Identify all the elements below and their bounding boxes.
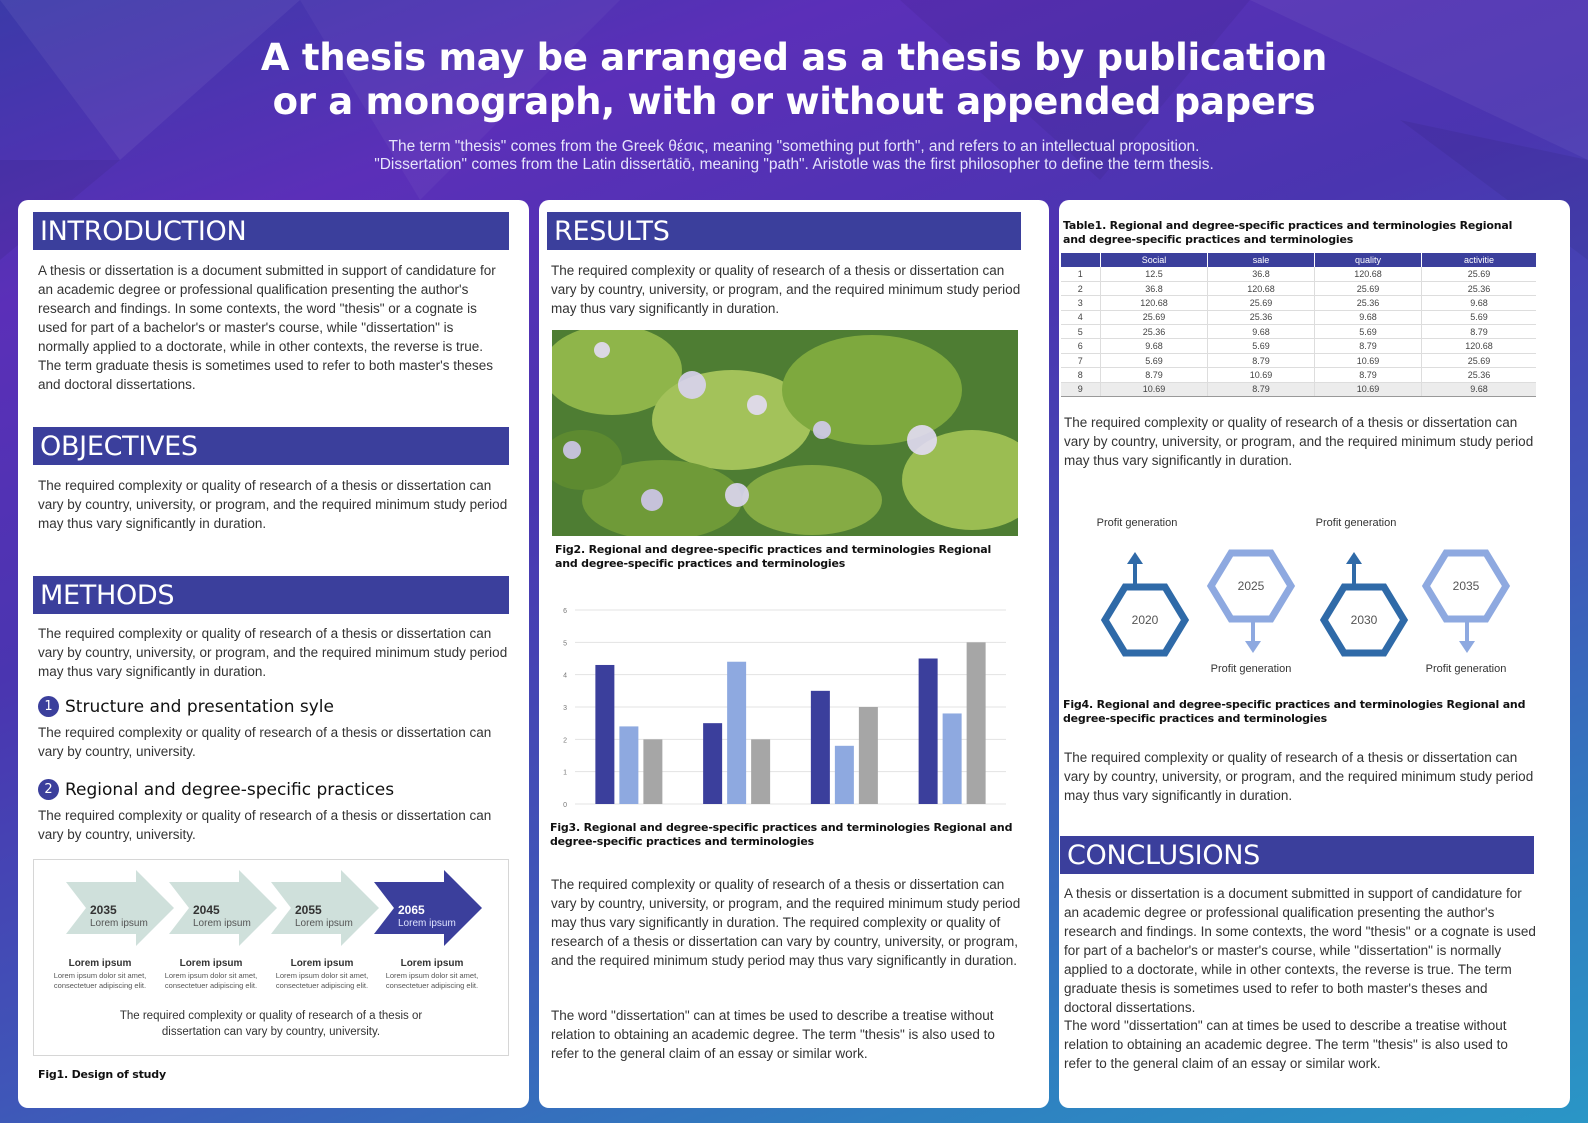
timeline-figure — [33, 859, 509, 1056]
fig2-caption: Fig2. Regional and degree-specific practices and terminologies Regional and degree-specific practices and terminologies — [555, 543, 992, 570]
poster-title: A thesis may be arranged as a thesis by publication or a monograph, with or without appended papers — [260, 36, 1328, 123]
arrow-up-head-1 — [1127, 552, 1143, 564]
table-cell: 25.69 — [1208, 296, 1315, 310]
table-cell: 5.69 — [1315, 325, 1422, 339]
y-tick-label: 5 — [563, 640, 567, 648]
timeline-desc2-4: consectetuer adipiscing elit. — [385, 981, 479, 990]
conclusions-body: A thesis or dissertation is a document submitted in support of candidature for an academic degree or professional qualification presenting the author's research and findings. In some contexts, the word "thesis" or a cognate is used for part of a bachelor's or master's course, while "dissertation" is normally applied to a doctorate, while in other contexts, the reverse is true. The term graduate thesis is sometimes used to refer to both master's theses and doctoral dissertations. — [1064, 886, 1536, 1015]
fig4-body: The required complexity or quality of research of a thesis or dissertation can vary by country, university, or program, and the required minimum study period may thus vary significantly in duration. — [1064, 750, 1534, 803]
arrow-up-head-3 — [1346, 552, 1362, 564]
methods-sub2-heading — [38, 779, 394, 800]
table-cell: 36.8 — [1101, 281, 1208, 295]
table-cell: 25.36 — [1208, 310, 1315, 324]
data-table — [1060, 253, 1536, 397]
methods-sub2-title: Regional and degree-specific practices — [65, 779, 395, 800]
subtitle-line-1: The term "thesis" comes from the Greek θέσις, meaning "something put forth", and refers to an intellectual proposition. — [388, 138, 1200, 155]
number-badge-1: 1 — [38, 696, 59, 717]
timeline-desc1-3: Lorem ipsum dolor sit amet, — [275, 971, 369, 980]
chart-bar — [811, 691, 830, 804]
table-cell: 2 — [1061, 281, 1101, 295]
table-cell: 25.36 — [1422, 281, 1537, 295]
timeline-title-3: Lorem ipsum — [290, 958, 354, 969]
table-cell: 6 — [1061, 339, 1101, 353]
timeline-year-1: 2035 — [90, 903, 117, 917]
hexagon-figure — [1069, 510, 1539, 685]
table-cell: 10.69 — [1315, 353, 1422, 367]
center-panel — [539, 200, 1049, 1108]
timeline-label-4: Lorem ipsum — [398, 918, 456, 929]
table-row — [1061, 310, 1537, 324]
methods-sub1-title: Structure and presentation syle — [65, 696, 334, 717]
table-cell: 3 — [1061, 296, 1101, 310]
chart-bar — [751, 739, 770, 804]
timeline-title-4: Lorem ipsum — [400, 958, 464, 969]
arrow-down-head-4 — [1459, 641, 1475, 653]
table-cell: 10.69 — [1208, 368, 1315, 382]
table-row — [1061, 281, 1537, 295]
table-cell: 25.36 — [1422, 368, 1537, 382]
hex-year-2: 2025 — [1237, 579, 1265, 593]
timeline-desc1-4: Lorem ipsum dolor sit amet, — [385, 971, 479, 980]
table-header-cell — [1061, 253, 1101, 267]
y-tick-label: 3 — [563, 705, 567, 712]
table-cell: 8.79 — [1315, 339, 1422, 353]
chart-bar — [835, 746, 854, 804]
left-panel — [18, 200, 529, 1108]
poster-header — [0, 0, 1588, 200]
y-tick-label: 4 — [563, 672, 567, 680]
table-cell: 25.36 — [1315, 296, 1422, 310]
table-cell: 25.36 — [1101, 325, 1208, 339]
table-cell: 120.68 — [1315, 267, 1422, 281]
table-cell: 25.69 — [1101, 310, 1208, 324]
results-body: The required complexity or quality of research of a thesis or dissertation can vary by country, university, or program, and the required minimum study period may thus vary significantly in duration. — [551, 263, 1021, 316]
objectives-body: The required complexity or quality of research of a thesis or dissertation can vary by country, university, or program, and the required minimum study period may thus vary significantly in duration. — [38, 478, 508, 531]
timeline-desc2-3: consectetuer adipiscing elit. — [275, 981, 369, 990]
hex-year-1: 2020 — [1131, 613, 1159, 627]
table-cell: 120.68 — [1422, 339, 1537, 353]
hex-label-2: Profit generation — [1210, 663, 1292, 675]
timeline-label-2: Lorem ipsum — [193, 918, 251, 929]
table-row — [1061, 368, 1537, 382]
table-row — [1061, 339, 1537, 353]
table-header-cell: activitie — [1422, 253, 1537, 267]
hex-year-3: 2030 — [1350, 613, 1378, 627]
table-cell: 8.79 — [1315, 368, 1422, 382]
chart-bar — [727, 662, 746, 804]
timeline-year-4: 2065 — [398, 903, 425, 917]
hex-label-3: Profit generation — [1315, 517, 1397, 529]
methods-sub1-heading — [38, 696, 334, 717]
table-cell: 8.79 — [1208, 353, 1315, 367]
timeline-desc2-2: consectetuer adipiscing elit. — [164, 981, 258, 990]
table-row — [1061, 325, 1537, 339]
hydrangea-photo — [552, 330, 1018, 536]
timeline-arrow-4 — [374, 870, 482, 946]
table-body-text: The required complexity or quality of research of a thesis or dissertation can vary by country, university, or program, and the required minimum study period may thus vary significantly in duration. — [1064, 415, 1534, 468]
table-cell: 25.69 — [1422, 267, 1537, 281]
chart-bar — [643, 739, 662, 804]
table-header-cell: Social — [1101, 253, 1208, 267]
hex-label-1: Profit generation — [1096, 517, 1178, 529]
table-cell: 9.68 — [1422, 382, 1537, 396]
table-cell: 10.69 — [1101, 382, 1208, 396]
timeline-desc2-1: consectetuer adipiscing elit. — [53, 981, 147, 990]
table-cell: 9.68 — [1315, 310, 1422, 324]
methods-heading: METHODS — [33, 576, 509, 614]
table-cell: 36.8 — [1208, 267, 1315, 281]
chart-bar — [859, 707, 878, 804]
table-cell: 10.69 — [1315, 382, 1422, 396]
table-cell: 9 — [1061, 382, 1101, 396]
bar-chart — [551, 598, 1021, 816]
introduction-body: A thesis or dissertation is a document submitted in support of candidature for an academic degree or professional qualification presenting the author's research and findings. In some contexts, the word "thesis" or a cognate is used for part of a bachelor's or master's course, while "dissertation" is normally applied to a doctorate, while in other contexts, the reverse is true. The term graduate thesis is sometimes used to refer to both master's theses and doctoral dissertations. — [38, 263, 496, 392]
table-cell: 4 — [1061, 310, 1101, 324]
table1-caption: Table1. Regional and degree-specific practices and terminologies Regional and degree-specific practices and terminologies — [1063, 219, 1513, 246]
hex-label-4: Profit generation — [1425, 663, 1507, 675]
timeline-title-1: Lorem ipsum — [68, 958, 132, 969]
table-cell: 12.5 — [1101, 267, 1208, 281]
table-cell: 5 — [1061, 325, 1101, 339]
table-row — [1061, 267, 1537, 281]
timeline-desc1-1: Lorem ipsum dolor sit amet, — [53, 971, 147, 980]
results-heading: RESULTS — [547, 212, 1021, 250]
timeline-year-3: 2055 — [295, 903, 322, 917]
table-cell: 8 — [1061, 368, 1101, 382]
timeline-arrow-1 — [66, 870, 174, 946]
table-cell: 9.68 — [1101, 339, 1208, 353]
timeline-arrow-3 — [271, 870, 379, 946]
timeline-note-line-1: The required complexity or quality of research of a thesis or — [119, 1010, 423, 1022]
table-cell: 1 — [1061, 267, 1101, 281]
table-row — [1061, 353, 1537, 367]
timeline-label-1: Lorem ipsum — [90, 918, 148, 929]
photo-illustration — [552, 330, 1018, 536]
chart-bar — [619, 726, 638, 804]
y-tick-label: 1 — [563, 769, 567, 777]
timeline-svg — [34, 860, 508, 1055]
subtitle-line-2: "Dissertation" comes from the Latin dissertātiō, meaning "path". Aristotle was the first philosopher to define the term thesis. — [374, 156, 1214, 173]
timeline-note-line-2: dissertation can vary by country, university. — [161, 1026, 381, 1038]
poster-subtitle — [0, 138, 1588, 174]
table-cell: 9.68 — [1422, 296, 1537, 310]
objectives-heading: OBJECTIVES — [33, 427, 509, 465]
right-panel — [1059, 200, 1570, 1108]
methods-body: The required complexity or quality of research of a thesis or dissertation can vary by country, university, or program, and the required minimum study period may thus vary significantly in duration. — [38, 626, 508, 679]
table-cell: 120.68 — [1101, 296, 1208, 310]
methods-sub2-body: The required complexity or quality of research of a thesis or dissertation can vary by country, university. — [38, 808, 492, 842]
results-body-3: The word "dissertation" can at times be used to describe a treatise without relation to obtaining an academic degree. The term "thesis" is also used to refer to the general claim of an essay or similar work. — [551, 1008, 995, 1061]
table-header-row — [1061, 253, 1537, 267]
conclusions-heading: CONCLUSIONS — [1060, 836, 1534, 874]
timeline-year-2: 2045 — [193, 903, 220, 917]
chart-bar — [595, 665, 614, 804]
number-badge-2: 2 — [38, 779, 59, 800]
timeline-arrow-2 — [169, 870, 277, 946]
chart-bar — [703, 723, 722, 804]
table-cell: 9.68 — [1208, 325, 1315, 339]
fig3-caption: Fig3. Regional and degree-specific practices and terminologies Regional and degree-specific practices and terminologies — [550, 821, 1013, 848]
table-header-cell: sale — [1208, 253, 1315, 267]
timeline-desc1-2: Lorem ipsum dolor sit amet, — [164, 971, 258, 980]
chart-bar — [967, 642, 986, 804]
y-tick-label: 6 — [563, 608, 567, 615]
table-cell: 25.69 — [1422, 353, 1537, 367]
table-cell: 8.79 — [1101, 368, 1208, 382]
table-cell: 5.69 — [1422, 310, 1537, 324]
table-row — [1061, 382, 1537, 396]
table-cell: 8.79 — [1208, 382, 1315, 396]
y-tick-label: 2 — [563, 737, 567, 745]
table-cell: 7 — [1061, 353, 1101, 367]
timeline-title-2: Lorem ipsum — [179, 958, 243, 969]
arrow-down-head-2 — [1245, 641, 1261, 653]
hex-year-4: 2035 — [1452, 579, 1480, 593]
timeline-label-3: Lorem ipsum — [295, 918, 353, 929]
table-cell: 5.69 — [1208, 339, 1315, 353]
y-tick-label: 0 — [563, 802, 567, 809]
fig1-caption: Fig1. Design of study — [38, 1068, 166, 1081]
table-cell: 5.69 — [1101, 353, 1208, 367]
table-cell: 25.69 — [1315, 281, 1422, 295]
table-row — [1061, 296, 1537, 310]
chart-bar — [943, 713, 962, 804]
table-header-cell: quality — [1315, 253, 1422, 267]
introduction-heading: INTRODUCTION — [33, 212, 509, 250]
table-cell: 8.79 — [1422, 325, 1537, 339]
conclusions-body-2: The word "dissertation" can at times be used to describe a treatise without relation to obtaining an academic degree. The term "thesis" is also used to refer to the general claim of an essay or similar work. — [1064, 1018, 1508, 1071]
chart-bar — [919, 659, 938, 805]
results-body-2: The required complexity or quality of research of a thesis or dissertation can vary by country, university, or program, and the required minimum study period may thus vary significantly in duration. The required complexity or quality of research of a thesis or dissertation can vary by country, university, or program, and the required minimum study period may thus vary significantly in duration. — [551, 877, 1021, 968]
table-cell: 120.68 — [1208, 281, 1315, 295]
fig4-caption: Fig4. Regional and degree-specific practices and terminologies Regional and degree-specific practices and terminologies — [1063, 698, 1526, 725]
methods-sub1-body: The required complexity or quality of research of a thesis or dissertation can vary by country, university. — [38, 725, 492, 759]
